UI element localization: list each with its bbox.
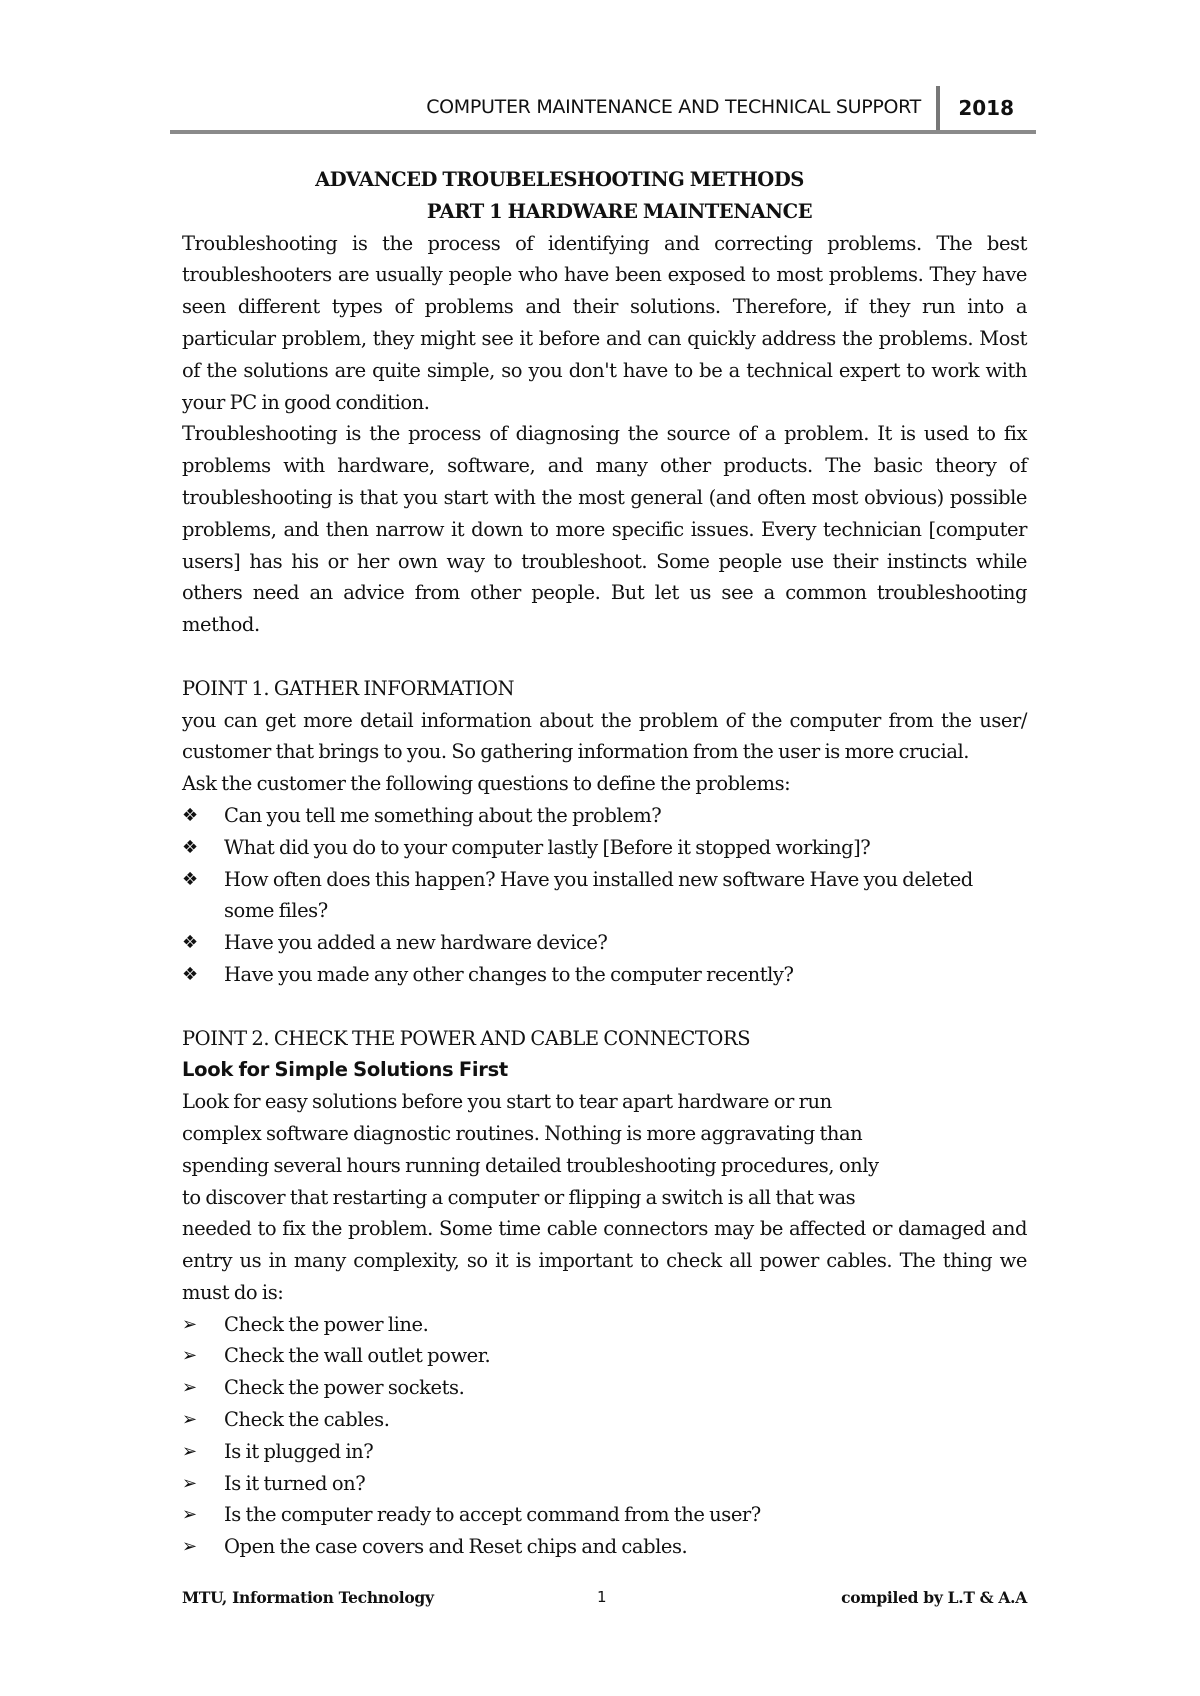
header-year: 2018 (958, 96, 1014, 120)
list-item: ➢ Check the power sockets. (182, 1372, 1027, 1404)
arrow-bullet-icon: ➢ (182, 1313, 197, 1335)
list-item: ➢ Check the cables. (182, 1404, 1027, 1436)
header-title: COMPUTER MAINTENANCE AND TECHNICAL SUPPORT (426, 96, 921, 118)
diamond-bullet-icon: ❖ (182, 932, 198, 954)
point2-subtitle: Look for Simple Solutions First (182, 1058, 508, 1082)
arrow-bullet-icon: ➢ (182, 1440, 197, 1462)
page-header (170, 86, 1036, 130)
page-content (182, 164, 1027, 1563)
list-item: ➢ Check the power line. (182, 1309, 1027, 1341)
header-rule (170, 130, 1036, 134)
list-item: ➢ Open the case covers and Reset chips and cables. (182, 1531, 1027, 1563)
question-list (182, 800, 1027, 991)
diamond-bullet-icon: ❖ (182, 836, 198, 858)
intro-paragraph-2: Troubleshooting is the process of diagnosing the source of a problem. It is used to fix problems with hardware, software, and many other products. The basic theory of troubleshooting is that you start with the most general (and often most obvious) possible problems, and then narrow it down to more specific issues. Every technician [computer users] has his or her own way to troubleshoot. Some people use their instincts while others need an advice from other people. But let us see a common troubleshooting method. (182, 422, 1027, 637)
diamond-bullet-icon: ❖ (182, 804, 198, 826)
point2-line: to discover that restarting a computer or flipping a switch is all that was (182, 1185, 856, 1209)
point2-paragraph: needed to fix the problem. Some time cable connectors may be affected or damaged and entry us in many complexity, so it is important to check all power cables. The thing we must do is: (182, 1217, 1027, 1304)
page-footer (182, 1588, 1027, 1614)
point1-title: POINT 1. GATHER INFORMATION (182, 676, 515, 700)
list-item: ❖ Have you added a new hardware device? (182, 927, 1027, 959)
arrow-bullet-icon: ➢ (182, 1472, 197, 1494)
part-heading: PART 1 HARDWARE MAINTENANCE (426, 199, 813, 223)
arrow-bullet-icon: ➢ (182, 1536, 197, 1558)
list-item: ❖ Can you tell me something about the problem? (182, 800, 1027, 832)
list-item: ➢ Check the wall outlet power. (182, 1340, 1027, 1372)
arrow-bullet-icon: ➢ (182, 1377, 197, 1399)
arrow-bullet-icon: ➢ (182, 1409, 197, 1431)
diamond-bullet-icon: ❖ (182, 963, 198, 985)
point2-line: complex software diagnostic routines. Nothing is more aggravating than (182, 1121, 863, 1145)
arrow-bullet-icon: ➢ (182, 1345, 197, 1367)
point2-line: spending several hours running detailed troubleshooting procedures, only (182, 1153, 879, 1177)
list-item: ➢ Is it turned on? (182, 1468, 1027, 1500)
header-divider (936, 86, 940, 130)
point2-line: Look for easy solutions before you start to tear apart hardware or run (182, 1090, 832, 1114)
list-item: ❖ What did you do to your computer lastly [Before it stopped working]? (182, 832, 1027, 864)
list-item: ❖ How often does this happen? Have you installed new software Have you deleted some files? (182, 864, 1027, 928)
diamond-bullet-icon: ❖ (182, 868, 198, 890)
point1-lead: Ask the customer the following questions to define the problems: (182, 772, 791, 796)
check-list (182, 1309, 1027, 1563)
list-item: ❖ Have you made any other changes to the computer recently? (182, 959, 1027, 991)
point1-paragraph: you can get more detail information about the problem of the computer from the user/ customer that brings to you. So gathering information from the user is more crucial. (182, 708, 1027, 764)
list-item: ➢ Is it plugged in? (182, 1436, 1027, 1468)
footer-institution: MTU, Information Technology (182, 1588, 434, 1607)
footer-credit: compiled by L.T & A.A (841, 1588, 1027, 1607)
intro-paragraph-1: Troubleshooting is the process of identifying and correcting problems. The best troubleshooters are usually people who have been exposed to most problems. They have seen different types of problems and their solutions. Therefore, if they run into a particular problem, they might see it before and can quickly address the problems. Most of the solutions are quite simple, so you don't have to be a technical expert to work with your PC in good condition. (182, 231, 1027, 414)
point2-title: POINT 2. CHECK THE POWER AND CABLE CONNECTORS (182, 1026, 751, 1050)
arrow-bullet-icon: ➢ (182, 1504, 197, 1526)
main-heading: ADVANCED TROUBELESHOOTING METHODS (315, 168, 804, 191)
list-item: ➢ Is the computer ready to accept command from the user? (182, 1499, 1027, 1531)
page-number: 1 (597, 1588, 607, 1606)
